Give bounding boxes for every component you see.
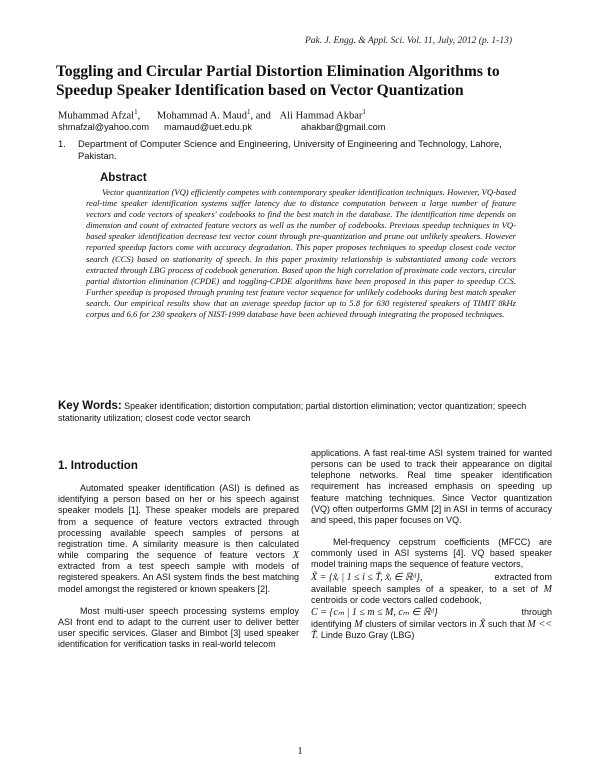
- intro-paragraph-4-cont: available speech samples of a speaker, to a set of M centroids or code vectors called codebook,: [311, 583, 552, 605]
- equation-1: X̃ = {x̃ᵢ | 1 ≤ i ≤ T̃, x̃ᵢ ∈ ℝᵈ},: [311, 571, 423, 583]
- email-3[interactable]: ahakbar@gmail.com: [301, 122, 386, 132]
- keywords-text: Speaker identification; distortion computation; partial distortion elimination; vector quantization; speech stationarity utilization; closest code vector search: [58, 401, 527, 423]
- author-2: Mohammad A. Maud$^1$, and: [156, 108, 271, 122]
- page-number: 1: [297, 746, 303, 757]
- affiliation-number: 1.: [58, 138, 66, 149]
- intro-paragraph-1: Automated speaker identification (ASI) is defined as identifying a person based on her or his speech against speaker models [1]. These speaker models are prepared from a sequence of feature vectors extracted through processing available speech samples of persons at registration time. A similarity measure is then calculated while comparing the sequence of feature vectors X extracted from a test speech sample with models of registered speakers. An ASI system finds the best matching model amongst the registered or known speakers [2].: [58, 483, 299, 594]
- intro-paragraph-2: Most multi-user speech processing systems employ ASI front end to adapt to the current user to deliver better user specific services. Glaser and Bimbot [3] used speaker identification for verification tasks in real-world telecom: [58, 605, 299, 650]
- intro-paragraph-4-end: identifying M clusters of similar vectors in X̃ such that M << T̃. Linde Buzo Gray (LBG): [311, 619, 552, 642]
- author-1: Muhammad Afzal$^1$,: [58, 108, 141, 122]
- author-3: Ali Hammad Akbar$^1$: [279, 108, 366, 122]
- equation-codebook: C = {cₘ | 1 ≤ m ≤ M, cₘ ∈ ℝᵈ} through: [311, 607, 552, 619]
- running-head: Pak. J. Engg. & Appl. Sci. Vol. 11, July, 2012 (p. 1-13): [304, 36, 512, 46]
- keywords: [58, 401, 538, 424]
- intro-paragraph-4: Mel-frequency cepstrum coefficients (MFCC) are commonly used in ASI systems [4]. VQ based speaker model training maps the sequence of feature vectors,: [311, 537, 552, 570]
- abstract-text: Vector quantization (VQ) efficiently competes with contemporary speaker identification techniques. However, VQ-based real-time speaker identification systems suffer latency due to distance computation between a large number of feature vectors and code vectors of speakers' codebooks to find the best match in the database. The identification time depends on dimension and count of extracted feature vectors as well as the number of codebooks. Previous speedup techniques in VQ-based speaker identification decrease test vector count through pre-quantization and prune out unlikely speakers. However reported speedup factors come with accuracy degradation. This paper proposes techniques to speedup closest code vector search (CCS) based on stationarity of speech. In this paper proximity relationship is substantiated among code vectors extracted through LBG process of codebook generation. Based upon the high correlation of proximate code vectors, circular partial distortion elimination (CPDE) and toggling-CPDE algorithms have been proposed in this paper to speedup CCS. Further speedup is proposed through pruning test feature vector sequence for unlikely codebooks during best match speaker search. Our empirical results show that an average speedup factor up to 5.8 for 630 registered speakers of TIMIT 8kHz corpus and 6.6 for 230 speakers of NIST-1999 database have been achieved through integrating the proposed techniques.: [86, 187, 516, 320]
- math-var-m: M: [543, 583, 552, 595]
- right-column: [311, 448, 552, 642]
- author-list: [58, 108, 558, 122]
- abstract-heading: Abstract: [100, 172, 147, 184]
- paper-title: Toggling and Circular Partial Distortion Elimination Algorithms to Speedup Speaker Identification based on Vector Quantization: [56, 63, 500, 99]
- affiliation-text: Department of Computer Science and Engineering, University of Engineering and Technology, Lahore, Pakistan.: [78, 138, 502, 161]
- email-2[interactable]: mamaud@uet.edu.pk: [164, 122, 252, 132]
- section-heading-introduction: 1. Introduction: [58, 460, 138, 472]
- email-1[interactable]: shmafzal@yahoo.com: [58, 122, 150, 132]
- math-var-x: X: [292, 550, 299, 562]
- equation-2: C = {cₘ | 1 ≤ m ≤ M, cₘ ∈ ℝᵈ}: [311, 607, 438, 619]
- equation-3: M << T̃.: [311, 619, 552, 642]
- intro-paragraph-3: applications. A fast real-time ASI system trained for wanted persons can be used to track their appearance on digital telephone networks. Real time speaker identification requirement has increased emphasis on speeding up feature matching techniques. Since Vector quantization (VQ) often outperforms GMM [2] in ASI in terms of accuracy and speed, this paper focuses on VQ.: [311, 448, 552, 525]
- left-column: [58, 461, 299, 650]
- keywords-heading: Key Words:: [58, 400, 122, 412]
- math-var-x-tilde: X̃: [479, 619, 486, 631]
- affiliation: [58, 138, 538, 162]
- equation-feature-set: X̃ = {x̃ᵢ | 1 ≤ i ≤ T̃, x̃ᵢ ∈ ℝᵈ}, extracted from: [311, 571, 552, 583]
